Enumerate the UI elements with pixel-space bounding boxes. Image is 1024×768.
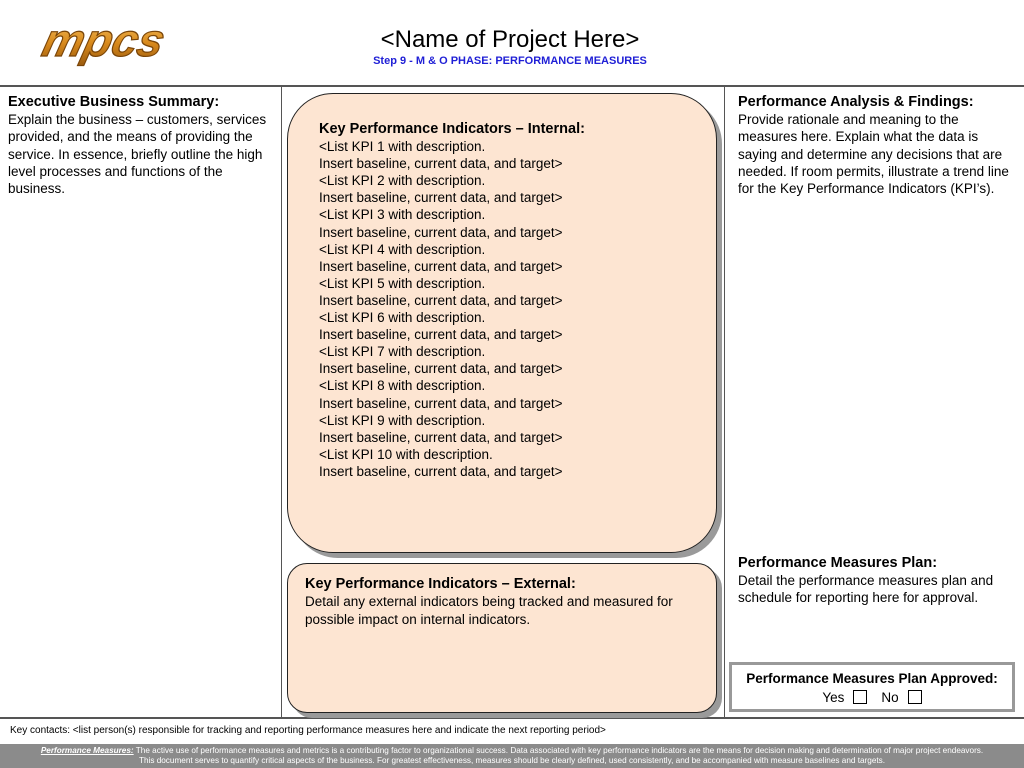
kpi-line: <List KPI 10 with description. [319, 446, 493, 462]
kpi-line: Insert baseline, current data, and target> [319, 327, 563, 343]
left-column-divider [281, 86, 282, 717]
kpi-internal-list [319, 121, 585, 480]
kpi-external-heading: Key Performance Indicators – External: [305, 576, 576, 592]
no-label: No [881, 690, 899, 705]
performance-plan [738, 555, 1018, 607]
executive-summary-body: Explain the business – customers, services provided, and the means of providing the service. In essence, briefly outline the high level processes and functions of the business. [8, 112, 267, 197]
kpi-external-content [305, 576, 705, 628]
kpi-internal-heading: Key Performance Indicators – Internal: [319, 121, 585, 137]
kpi-line: Insert baseline, current data, and target> [319, 190, 563, 206]
right-column-divider [724, 86, 725, 717]
key-contacts: Key contacts: <list person(s) responsible for tracking and reporting performance measures here and indicate the next reporting period> [10, 725, 606, 736]
no-checkbox[interactable] [908, 690, 922, 704]
header-divider [0, 85, 1024, 87]
body-bottom-divider [0, 717, 1024, 719]
performance-plan-body: Detail the performance measures plan and schedule for reporting here for approval. [738, 573, 994, 606]
kpi-line: Insert baseline, current data, and target> [319, 429, 563, 445]
plan-approved-box [729, 662, 1015, 712]
kpi-line: <List KPI 9 with description. [319, 412, 486, 428]
yes-checkbox[interactable] [853, 690, 867, 704]
executive-summary [8, 94, 270, 197]
kpi-line: <List KPI 3 with description. [319, 207, 486, 223]
kpi-line: <List KPI 8 with description. [319, 378, 486, 394]
mpcs-logo [33, 12, 189, 70]
kpi-line: Insert baseline, current data, and target> [319, 292, 563, 308]
kpi-line: <List KPI 6 with description. [319, 310, 486, 326]
kpi-external-box [287, 563, 717, 713]
yes-label: Yes [822, 690, 845, 705]
kpi-line: <List KPI 1 with description. [319, 139, 486, 155]
footer-lead: Performance Measures: [40, 746, 134, 755]
performance-analysis-heading: Performance Analysis & Findings: [738, 94, 974, 110]
footer-line-1 [0, 744, 1024, 756]
kpi-line: Insert baseline, current data, and target> [319, 224, 563, 240]
kpi-line: <List KPI 7 with description. [319, 344, 486, 360]
plan-approved-heading: Performance Measures Plan Approved: [746, 671, 998, 686]
kpi-external-body: Detail any external indicators being tracked and measured for possible impact on internal indicators. [305, 594, 673, 627]
kpi-line: <List KPI 2 with description. [319, 173, 486, 189]
footer-text-2: This document serves to quantify critical aspects of the business. For greatest effectiveness, measures should be clearly defined, used consistently, and be accompanied with measure baselines and targets. [138, 756, 886, 765]
plan-approved-options [732, 690, 1012, 705]
footer-text-1: The active use of performance measures and metrics is a contributing factor to organizational success. Data associated with key performance indicators are the means for decision making and determination of major project endeavors. [135, 746, 984, 755]
kpi-line: <List KPI 5 with description. [319, 275, 486, 291]
kpi-internal-box [287, 93, 717, 553]
performance-analysis [738, 94, 1018, 197]
kpi-line: Insert baseline, current data, and target> [319, 463, 563, 479]
project-title: <Name of Project Here> [380, 26, 640, 53]
kpi-line: Insert baseline, current data, and target> [319, 258, 563, 274]
kpi-line: <List KPI 4 with description. [319, 241, 486, 257]
step-subtitle: Step 9 - M & O PHASE: PERFORMANCE MEASURES [373, 55, 647, 67]
footer-bar [0, 744, 1024, 768]
kpi-line: Insert baseline, current data, and target> [319, 361, 563, 377]
kpi-line: Insert baseline, current data, and target> [319, 156, 563, 172]
kpi-line: Insert baseline, current data, and target> [319, 395, 563, 411]
performance-plan-heading: Performance Measures Plan: [738, 555, 938, 571]
executive-summary-heading: Executive Business Summary: [8, 94, 220, 110]
performance-analysis-body: Provide rationale and meaning to the measures here. Explain what the data is saying and determine any decisions that are needed. If room permits, illustrate a trend line for the Key Performance Indicators (KPI’s). [738, 112, 1009, 197]
svg-text:mpcs: mpcs [37, 14, 171, 66]
